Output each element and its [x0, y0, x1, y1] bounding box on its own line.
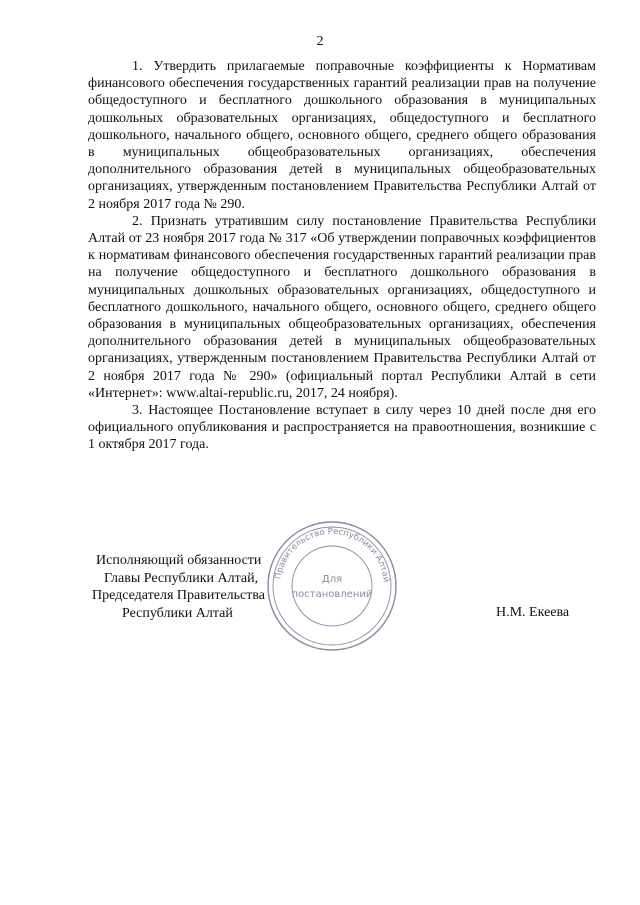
stamp-outer-ring — [268, 522, 396, 650]
page-number: 2 — [316, 34, 324, 49]
signatory-title-line-4: Республики Алтай — [122, 605, 233, 621]
signatory-title-line-3: Председателя Правительства — [92, 588, 266, 603]
paragraph-1: 1. Утвердить прилагаемые поправочные коэффициенты к Нормативам финансового обеспечения государственных гарантий реализации прав на получение общедоступного и бесплатного дошкольного образования в муниципальных дошкольных образовательных организациях, общедоступного и бесплатного дошкольного, начального общего, основного общего, среднего общего образования в муниципальных общеобразовательных организациях, обеспечения дополнительного образования детей в муниципальных общеобразовательных организациях, утвержденным постановлением Правительства Республики Алтай от 2 ноября 2017 года № 290. — [88, 59, 596, 212]
signatory-name: Н.М. Екеева — [496, 605, 570, 620]
stamp-center-text-1: Для — [321, 574, 343, 585]
stamp-center-text-2: постановлений — [291, 589, 373, 600]
paragraph-3: 3. Настоящее Постановление вступает в силу через 10 дней после дня его официального опубликования и распространяется на правоотношения, возникшие с 1 октября 2017 года. — [88, 403, 596, 453]
stamp-center-ring — [292, 546, 372, 626]
stamp-outer-text: Правительство Республики Алтай — [273, 526, 391, 583]
signatory-title-line-2: Главы Республики Алтай, — [104, 570, 259, 586]
official-stamp — [264, 518, 400, 654]
document-body — [88, 58, 596, 454]
paragraph-2: 2. Признать утратившим силу постановление Правительства Республики Алтай от 23 ноября 2017 года № 317 «Об утверждении поправочных коэффициентов к нормативам финансового обеспечения государственных гарантий реализации прав на получение общедоступного и бесплатного дошкольного образования в муниципальных дошкольных образовательных организациях, общедоступного и бесплатного дошкольного, начального общего, основного общего, среднего общего образования в муниципальных общеобразовательных организациях, обеспечения дополнительного образования детей в муниципальных общеобразовательных организациях, утвержденным постановлением Правительства Республики Алтай от 2 ноября 2017 года № 290» (официальный портал Республики Алтай в сети «Интернет»: www.altai-republic.ru, 2017, 24 ноября). — [88, 213, 596, 401]
stamp-graphic — [264, 518, 400, 654]
signatory-title-line-1: Исполняющий обязанности — [96, 553, 262, 568]
